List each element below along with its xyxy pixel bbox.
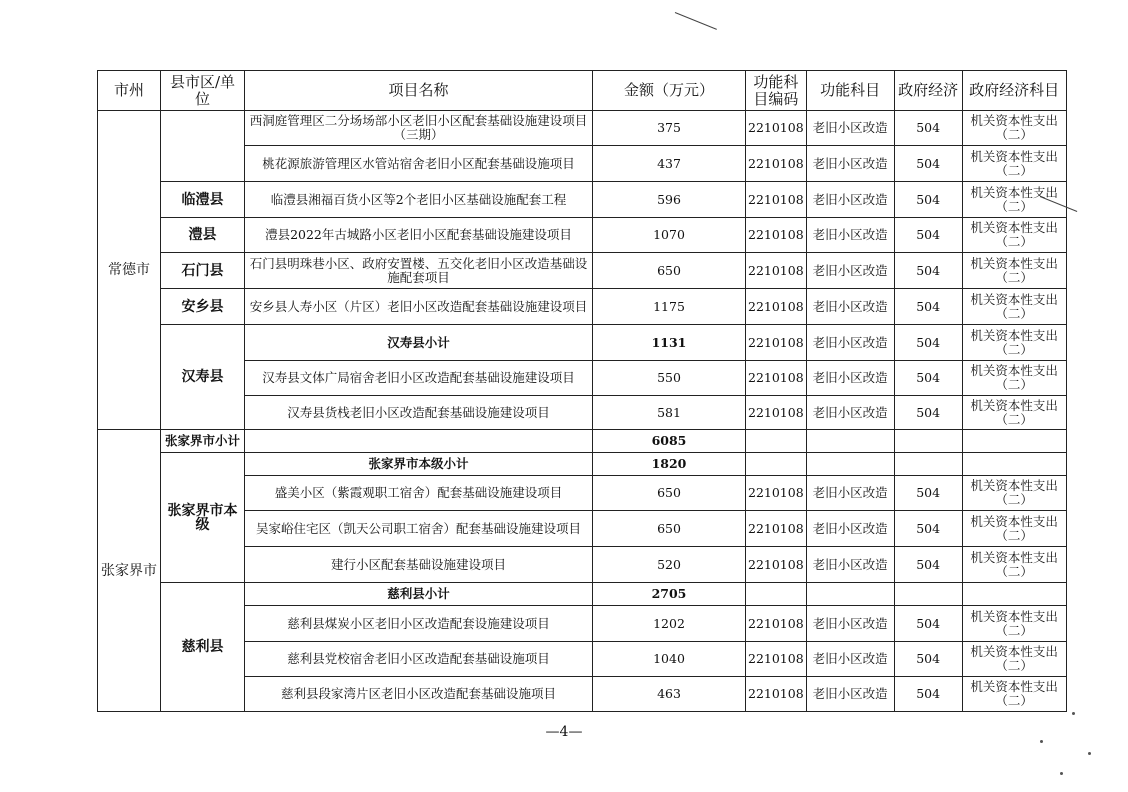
econ-name: 机关资本性支出（二） <box>962 253 1066 289</box>
econ-name: 机关资本性支出（二） <box>962 325 1066 361</box>
table-header-row <box>98 71 1067 111</box>
func-name: 老旧小区改造 <box>806 289 894 325</box>
subtotal-label: 汉寿县小计 <box>245 325 593 361</box>
project-name: 吴家峪住宅区（凯天公司职工宿舍）配套基础设施建设项目 <box>245 511 593 547</box>
county-cell: 临澧县 <box>161 182 245 218</box>
table-row <box>98 111 1067 146</box>
func-name: 老旧小区改造 <box>806 677 894 712</box>
econ-name: 机关资本性支出（二） <box>962 677 1066 712</box>
county-cell: 汉寿县 <box>161 325 245 430</box>
amount: 1820 <box>593 453 746 476</box>
col-header-project: 项目名称 <box>245 71 593 111</box>
county-cell: 慈利县 <box>161 583 245 712</box>
econ-code: 504 <box>894 289 962 325</box>
project-name: 桃花源旅游管理区水管站宿舍老旧小区配套基础设施项目 <box>245 146 593 182</box>
func-code: 2210108 <box>746 361 807 396</box>
table-row <box>98 453 1067 476</box>
amount: 1202 <box>593 606 746 642</box>
econ-code: 504 <box>894 218 962 253</box>
project-name: 汉寿县文体广局宿舍老旧小区改造配套基础设施建设项目 <box>245 361 593 396</box>
county-cell <box>161 111 245 182</box>
project-name: 慈利县党校宿舍老旧小区改造配套基础设施项目 <box>245 642 593 677</box>
col-header-func: 功能科目 <box>806 71 894 111</box>
func-code: 2210108 <box>746 642 807 677</box>
table-row <box>98 218 1067 253</box>
econ-name: 机关资本性支出（二） <box>962 218 1066 253</box>
table-row <box>98 253 1067 289</box>
econ-name: 机关资本性支出（二） <box>962 182 1066 218</box>
econ-name: 机关资本性支出（二） <box>962 642 1066 677</box>
subtotal-label: 慈利县小计 <box>245 583 593 606</box>
func-name: 老旧小区改造 <box>806 547 894 583</box>
econ-code: 504 <box>894 606 962 642</box>
amount: 650 <box>593 253 746 289</box>
func-code: 2210108 <box>746 606 807 642</box>
func-name: 老旧小区改造 <box>806 642 894 677</box>
project-name: 慈利县煤炭小区老旧小区改造配套设施建设项目 <box>245 606 593 642</box>
func-name: 老旧小区改造 <box>806 511 894 547</box>
scan-dot <box>1040 740 1043 743</box>
amount: 1131 <box>593 325 746 361</box>
project-table <box>97 70 1067 712</box>
func-code: 2210108 <box>746 325 807 361</box>
col-header-econ: 政府经济 <box>894 71 962 111</box>
func-name: 老旧小区改造 <box>806 146 894 182</box>
func-name: 老旧小区改造 <box>806 111 894 146</box>
city-cell: 常德市 <box>98 111 161 430</box>
county-cell: 安乡县 <box>161 289 245 325</box>
func-code: 2210108 <box>746 677 807 712</box>
econ-code: 504 <box>894 547 962 583</box>
amount: 463 <box>593 677 746 712</box>
func-code: 2210108 <box>746 547 807 583</box>
func-code: 2210108 <box>746 218 807 253</box>
amount: 596 <box>593 182 746 218</box>
project-name: 澧县2022年古城路小区老旧小区配套基础设施建设项目 <box>245 218 593 253</box>
amount: 1175 <box>593 289 746 325</box>
func-name: 老旧小区改造 <box>806 218 894 253</box>
func-code: 2210108 <box>746 146 807 182</box>
amount: 550 <box>593 361 746 396</box>
func-name: 老旧小区改造 <box>806 253 894 289</box>
econ-code: 504 <box>894 476 962 511</box>
amount: 650 <box>593 476 746 511</box>
scan-dot <box>1060 772 1063 775</box>
econ-code: 504 <box>894 253 962 289</box>
city-cell: 张家界市 <box>98 430 161 712</box>
table-row <box>98 289 1067 325</box>
col-header-func-code: 功能科目编码 <box>746 71 807 111</box>
econ-code: 504 <box>894 511 962 547</box>
project-name: 慈利县段家湾片区老旧小区改造配套基础设施项目 <box>245 677 593 712</box>
func-code: 2210108 <box>746 253 807 289</box>
table-row <box>98 583 1067 606</box>
func-code: 2210108 <box>746 396 807 430</box>
func-name: 老旧小区改造 <box>806 361 894 396</box>
amount: 437 <box>593 146 746 182</box>
amount: 1040 <box>593 642 746 677</box>
amount: 6085 <box>593 430 746 453</box>
amount: 1070 <box>593 218 746 253</box>
table-row <box>98 182 1067 218</box>
subtotal-label: 张家界市小计 <box>161 430 245 453</box>
func-code: 2210108 <box>746 289 807 325</box>
table-row <box>98 325 1067 361</box>
amount: 650 <box>593 511 746 547</box>
col-header-econ-name: 政府经济科目 <box>962 71 1066 111</box>
amount: 375 <box>593 111 746 146</box>
project-name: 石门县明珠巷小区、政府安置楼、五交化老旧小区改造基础设施配套项目 <box>245 253 593 289</box>
project-name: 建行小区配套基础设施建设项目 <box>245 547 593 583</box>
scan-dot <box>1088 752 1091 755</box>
econ-name: 机关资本性支出（二） <box>962 396 1066 430</box>
county-cell: 澧县 <box>161 218 245 253</box>
func-name: 老旧小区改造 <box>806 325 894 361</box>
econ-name: 机关资本性支出（二） <box>962 547 1066 583</box>
econ-name: 机关资本性支出（二） <box>962 606 1066 642</box>
project-name: 临澧县湘福百货小区等2个老旧小区基础设施配套工程 <box>245 182 593 218</box>
county-cell: 张家界市本级 <box>161 453 245 583</box>
amount: 2705 <box>593 583 746 606</box>
econ-code: 504 <box>894 325 962 361</box>
func-name: 老旧小区改造 <box>806 182 894 218</box>
econ-code: 504 <box>894 677 962 712</box>
econ-code: 504 <box>894 361 962 396</box>
econ-name: 机关资本性支出（二） <box>962 476 1066 511</box>
econ-code: 504 <box>894 642 962 677</box>
project-name: 盛美小区（紫霞观职工宿舍）配套基础设施建设项目 <box>245 476 593 511</box>
func-name: 老旧小区改造 <box>806 476 894 511</box>
subtotal-label: 张家界市本级小计 <box>245 453 593 476</box>
amount: 581 <box>593 396 746 430</box>
func-code: 2210108 <box>746 476 807 511</box>
func-name: 老旧小区改造 <box>806 396 894 430</box>
col-header-amount: 金额（万元） <box>593 71 746 111</box>
scan-dot <box>1072 712 1075 715</box>
econ-code: 504 <box>894 111 962 146</box>
page-number: —4— <box>545 724 583 740</box>
project-name: 安乡县人寿小区（片区）老旧小区改造配套基础设施建设项目 <box>245 289 593 325</box>
econ-code: 504 <box>894 182 962 218</box>
amount: 520 <box>593 547 746 583</box>
econ-name: 机关资本性支出（二） <box>962 511 1066 547</box>
project-name: 汉寿县货栈老旧小区改造配套基础设施建设项目 <box>245 396 593 430</box>
table-row <box>98 430 1067 453</box>
col-header-city: 市州 <box>98 71 161 111</box>
col-header-county: 县市区/单位 <box>161 71 245 111</box>
func-code: 2210108 <box>746 182 807 218</box>
econ-code: 504 <box>894 146 962 182</box>
county-cell: 石门县 <box>161 253 245 289</box>
func-name: 老旧小区改造 <box>806 606 894 642</box>
econ-name: 机关资本性支出（二） <box>962 111 1066 146</box>
econ-name: 机关资本性支出（二） <box>962 146 1066 182</box>
econ-name: 机关资本性支出（二） <box>962 289 1066 325</box>
func-code: 2210108 <box>746 111 807 146</box>
econ-name: 机关资本性支出（二） <box>962 361 1066 396</box>
project-name: 西洞庭管理区二分场场部小区老旧小区配套基础设施建设项目（三期） <box>245 111 593 146</box>
func-code: 2210108 <box>746 511 807 547</box>
econ-code: 504 <box>894 396 962 430</box>
scan-mark <box>675 12 717 30</box>
